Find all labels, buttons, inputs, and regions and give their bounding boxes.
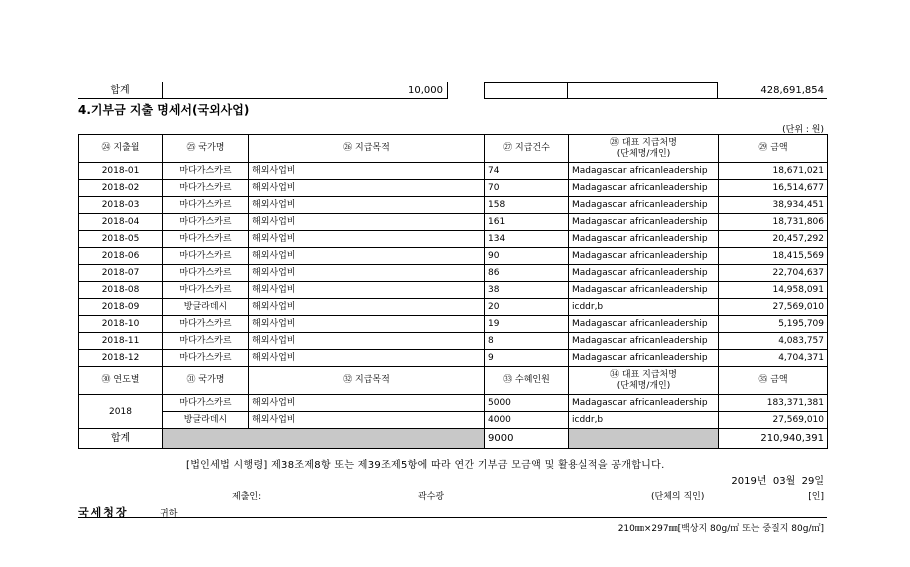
payee-cell: Madagascar africanleadership [569,333,719,350]
table-header-yearly [79,367,828,395]
header-payee-yearly-label: ㉞ 대표 지급처명 [610,369,677,380]
table-row [79,282,828,299]
table-row [79,316,828,333]
previous-total-empty-a [484,82,568,99]
amount-cell: 14,958,091 [719,282,828,299]
count-cell: 9 [485,350,569,367]
country-cell: 마다가스카르 [163,214,249,231]
header-purpose-yearly: ㉜ 지급목적 [249,367,485,395]
payee-cell: Madagascar africanleadership [569,316,719,333]
amount-cell: 27,569,010 [719,299,828,316]
amount-cell: 16,514,677 [719,180,828,197]
count-cell: 158 [485,197,569,214]
header-amount: ㉙ 금액 [719,135,828,163]
yearly-amount: 183,371,381 [719,395,828,412]
addressee-suffix: 귀하 [160,509,178,519]
total-count: 9000 [485,429,569,449]
amount-cell: 20,457,292 [719,231,828,248]
country-cell: 마다가스카르 [163,180,249,197]
header-amount-yearly: ㉟ 금액 [719,367,828,395]
yearly-purpose: 해외사업비 [249,395,485,412]
amount-cell: 38,934,451 [719,197,828,214]
country-cell: 마다가스카르 [163,333,249,350]
yearly-payee: icddr,b [569,412,719,429]
section-title: 4.기부금 지출 명세서(국외사업) [78,103,250,117]
header-payee [569,135,719,163]
month-cell: 2018-04 [79,214,163,231]
yearly-purpose: 해외사업비 [249,412,485,429]
count-cell: 20 [485,299,569,316]
count-cell: 38 [485,282,569,299]
header-country: ㉕ 국가명 [163,135,249,163]
footer-divider [78,517,827,518]
unit-label: (단위 : 원) [782,125,824,135]
amount-cell: 22,704,637 [719,265,828,282]
count-cell: 8 [485,333,569,350]
count-cell: 161 [485,214,569,231]
header-country-yearly: ㉛ 국가명 [163,367,249,395]
amount-cell: 5,195,709 [719,316,828,333]
previous-total-row [78,82,827,99]
table-row [79,395,828,412]
purpose-cell: 해외사업비 [249,231,485,248]
yearly-country: 방글라데시 [163,412,249,429]
total-label: 합계 [79,429,163,449]
total-row [79,429,828,449]
amount-cell: 18,731,806 [719,214,828,231]
table-row [79,333,828,350]
month-cell: 2018-01 [79,163,163,180]
total-gray-cell [163,429,485,449]
header-month: ㉔ 지출월 [79,135,163,163]
yearly-country: 마다가스카르 [163,395,249,412]
month-cell: 2018-07 [79,265,163,282]
month-cell: 2018-10 [79,316,163,333]
count-cell: 70 [485,180,569,197]
purpose-cell: 해외사업비 [249,350,485,367]
table-row [79,350,828,367]
total-amount: 210,940,391 [719,429,828,449]
month-cell: 2018-02 [79,180,163,197]
country-cell: 마다가스카르 [163,282,249,299]
month-cell: 2018-09 [79,299,163,316]
payee-cell: Madagascar africanleadership [569,163,719,180]
payee-cell: Madagascar africanleadership [569,248,719,265]
previous-total-amount2: 428,691,854 [718,82,827,99]
country-cell: 마다가스카르 [163,163,249,180]
header-payee-label: ㉘ 대표 지급처명 [610,137,677,148]
amount-cell: 18,415,569 [719,248,828,265]
monthly-rows [79,163,828,367]
country-cell: 마다가스카르 [163,350,249,367]
payee-cell: Madagascar africanleadership [569,180,719,197]
month-cell: 2018-08 [79,282,163,299]
previous-total-amount1: 10,000 [364,82,448,99]
table-row [79,214,828,231]
table-row [79,265,828,282]
yearly-count: 5000 [485,395,569,412]
year-cell: 2018 [79,395,163,429]
purpose-cell: 해외사업비 [249,163,485,180]
header-payee-yearly-sub: (단체명/개인) [616,380,671,391]
table-row [79,197,828,214]
table-row [79,412,828,429]
payee-cell: icddr,b [569,299,719,316]
count-cell: 90 [485,248,569,265]
seal-label: [인] [808,492,824,502]
country-cell: 마다가스카르 [163,231,249,248]
country-cell: 마다가스카르 [163,265,249,282]
submitter-label: 제출인: [232,492,262,502]
country-cell: 방글라데시 [163,299,249,316]
header-beneficiaries: ㉝ 수혜인원 [485,367,569,395]
country-cell: 마다가스카르 [163,316,249,333]
payee-cell: Madagascar africanleadership [569,214,719,231]
month-cell: 2018-12 [79,350,163,367]
table-row [79,299,828,316]
overseas-expenditure-table [78,134,828,449]
amount-cell: 4,704,371 [719,350,828,367]
month-cell: 2018-05 [79,231,163,248]
law-notice: [법인세법 시행령] 제38조제8항 또는 제39조제5항에 따라 연간 기부금 모금액 및 활용실적을 공개합니다. [186,460,665,471]
payee-cell: Madagascar africanleadership [569,265,719,282]
yearly-amount: 27,569,010 [719,412,828,429]
purpose-cell: 해외사업비 [249,282,485,299]
purpose-cell: 해외사업비 [249,214,485,231]
header-count: ㉗ 지급건수 [485,135,569,163]
month-cell: 2018-03 [79,197,163,214]
table-row [79,180,828,197]
count-cell: 19 [485,316,569,333]
table-row [79,231,828,248]
month-cell: 2018-06 [79,248,163,265]
country-cell: 마다가스카르 [163,197,249,214]
table-row [79,248,828,265]
header-year: ㉚ 연도별 [79,367,163,395]
table-header [79,135,828,163]
signature-label: (단체의 직인) [651,492,705,502]
addressee: 국세청장 [78,506,129,519]
yearly-count: 4000 [485,412,569,429]
header-payee-yearly [569,367,719,395]
purpose-cell: 해외사업비 [249,180,485,197]
amount-cell: 4,083,757 [719,333,828,350]
submitter-name: 곽수광 [418,492,445,502]
yearly-payee: Madagascar africanleadership [569,395,719,412]
header-payee-sub: (단체명/개인) [616,148,671,159]
purpose-cell: 해외사업비 [249,333,485,350]
purpose-cell: 해외사업비 [249,248,485,265]
country-cell: 마다가스카르 [163,248,249,265]
purpose-cell: 해외사업비 [249,197,485,214]
count-cell: 134 [485,231,569,248]
submission-date: 2019년 03월 29일 [731,476,824,487]
payee-cell: Madagascar africanleadership [569,231,719,248]
payee-cell: Madagascar africanleadership [569,282,719,299]
previous-total-label: 합계 [78,82,162,99]
table-row [79,163,828,180]
payee-cell: Madagascar africanleadership [569,350,719,367]
count-cell: 86 [485,265,569,282]
amount-cell: 18,671,021 [719,163,828,180]
payee-cell: Madagascar africanleadership [569,197,719,214]
purpose-cell: 해외사업비 [249,316,485,333]
count-cell: 74 [485,163,569,180]
paper-spec: 210㎜×297㎜[백상지 80g/㎡ 또는 중질지 80g/㎡] [617,524,824,534]
previous-total-empty-b [568,82,718,99]
purpose-cell: 해외사업비 [249,265,485,282]
header-purpose: ㉖ 지급목적 [249,135,485,163]
purpose-cell: 해외사업비 [249,299,485,316]
total-gray-payee [569,429,719,449]
month-cell: 2018-11 [79,333,163,350]
